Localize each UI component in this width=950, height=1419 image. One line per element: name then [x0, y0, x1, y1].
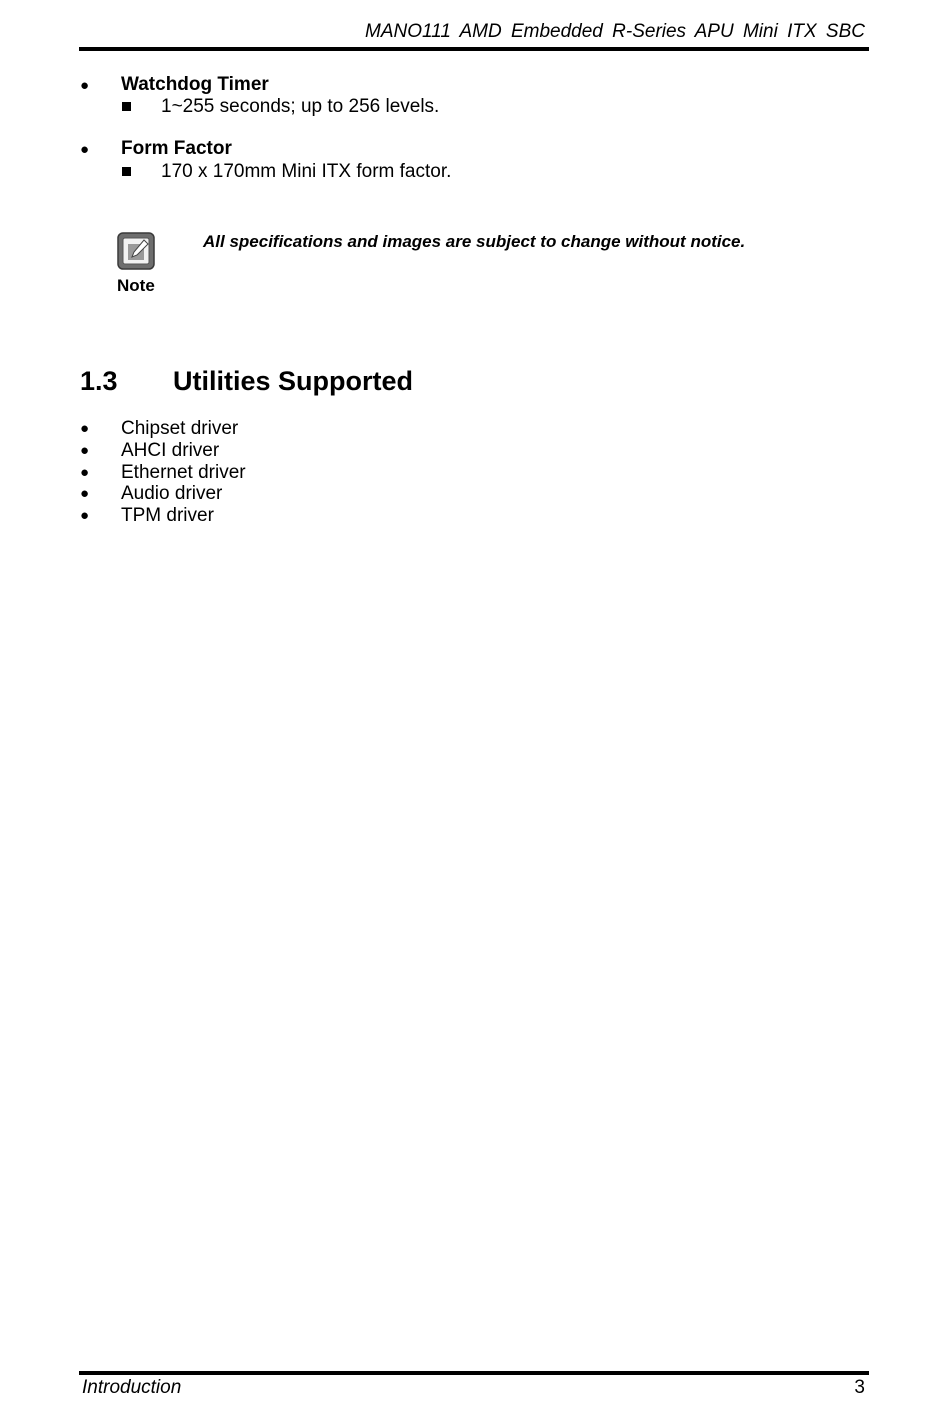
- square-bullet-watchdog: [122, 102, 131, 111]
- list-item-label: TPM driver: [121, 505, 214, 526]
- spec-detail-watchdog: 1~255 seconds; up to 256 levels.: [161, 96, 440, 117]
- list-bullet: ●: [80, 485, 90, 503]
- pencil-note-icon: [117, 232, 155, 270]
- list-bullet: ●: [80, 463, 90, 481]
- square-bullet-form-factor: [122, 167, 131, 176]
- list-item-label: Chipset driver: [121, 418, 239, 439]
- list-item: [80, 418, 246, 440]
- running-header-title: MANO111 AMD Embedded R-Series APU Mini ITX SBC: [365, 21, 865, 42]
- note-label: Note: [117, 276, 155, 295]
- spec-title-form-factor: Form Factor: [121, 138, 232, 159]
- list-item: [80, 505, 246, 527]
- utilities-list: [80, 418, 246, 527]
- list-bullet: ●: [80, 420, 90, 437]
- section-number: 1.3: [80, 366, 118, 396]
- footer-chapter: Introduction: [82, 1377, 182, 1398]
- list-bullet: ●: [80, 507, 90, 524]
- note-text: All specifications and images are subject to change without notice.: [203, 232, 746, 251]
- list-bullet: ●: [80, 441, 90, 459]
- footer-rule: [79, 1371, 869, 1375]
- list-item-label: Ethernet driver: [121, 461, 246, 483]
- list-item: [80, 462, 246, 484]
- list-item-label: AHCI driver: [121, 439, 220, 461]
- page-number: 3: [854, 1377, 865, 1398]
- list-item: [80, 483, 246, 505]
- spec-title-watchdog: Watchdog Timer: [121, 74, 269, 95]
- list-item-label: Audio driver: [121, 483, 223, 505]
- header-rule: [79, 47, 869, 51]
- spec-bullet-watchdog: ●: [80, 77, 90, 94]
- section-title: Utilities Supported: [173, 366, 414, 396]
- spec-detail-form-factor: 170 x 170mm Mini ITX form factor.: [161, 161, 452, 182]
- list-item: [80, 440, 246, 462]
- spec-bullet-form-factor: ●: [80, 141, 90, 158]
